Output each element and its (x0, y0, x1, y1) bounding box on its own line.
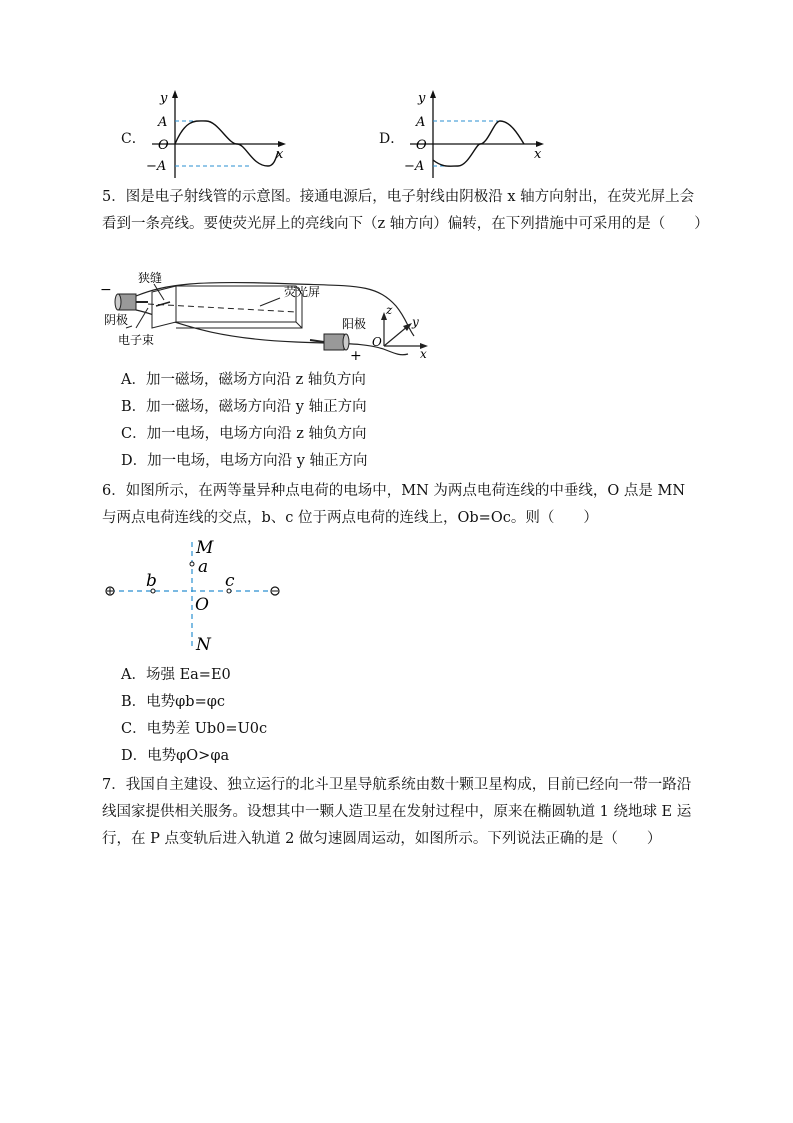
option-c-label: C． (121, 131, 146, 147)
cathode-terminal-sign: − (100, 282, 112, 298)
question-7-stem: 7．我国自主建设、独立运行的北斗卫星导航系统由数十颗卫星构成，目前已经向一带一路沿线国家提供相关服务。设想其中一颗人造卫星在发射过程中，原来在椭圆轨道 1 绕地球 E 运行，在 P 点变轨后进入轨道 2 做匀速圆周运动，如图所示。下列说法正确的是（ ） (102, 777, 692, 847)
option-c-x-axis-label: x (276, 147, 284, 162)
z-axis-label: z (386, 303, 393, 317)
point-o-label: O (195, 595, 209, 615)
x-axis-label: x (420, 347, 427, 361)
screen-label: 荧光屏 (284, 285, 321, 299)
option-d-label: D． (379, 131, 405, 147)
q5-option-c: C．加一电场，电场方向沿 z 轴负方向 (121, 426, 367, 442)
point-m-label: M (196, 538, 214, 558)
option-d-origin-label: O (416, 138, 427, 153)
option-d-x-axis-label: x (534, 147, 542, 162)
point-a-label: a (198, 557, 209, 577)
point-a-marker (190, 562, 194, 566)
electron-tube-diagram (96, 266, 436, 366)
option-d-y-axis-label: y (418, 91, 426, 106)
point-c-label: c (225, 571, 235, 591)
point-n-label: N (196, 635, 211, 654)
option-c-origin-label: O (158, 138, 169, 153)
cathode-label: 阴极 (104, 313, 129, 327)
option-c-amplitude-label: A (158, 115, 168, 130)
q5-option-b: B．加一磁场，磁场方向沿 y 轴正方向 (121, 399, 367, 415)
question-6-stem: 6．如图所示，在两等量异种点电荷的电场中，MN 为两点电荷连线的中垂线，O 点是 MN 与两点电荷连线的交点，b、c 位于两点电荷的连线上，Ob=Oc。则（ ） (102, 483, 686, 526)
option-d-neg-amplitude-label: −A (404, 159, 425, 174)
q6-option-d: D．电势φO>φa (121, 748, 230, 764)
q6-option-b: B．电势φb=φc (121, 694, 226, 710)
cathode-icon (115, 294, 148, 310)
negative-charge-icon (271, 587, 279, 595)
option-c-wave-graph (140, 88, 300, 180)
option-d-wave-graph (398, 88, 558, 180)
option-d-amplitude-label: A (416, 115, 426, 130)
q6-option-a: A．场强 Ea=E0 (121, 667, 231, 683)
positive-charge-icon (106, 587, 114, 595)
q5-option-d: D．加一电场，电场方向沿 y 轴正方向 (121, 453, 368, 469)
anode-label: 阳极 (342, 317, 367, 331)
point-b-label: b (146, 571, 157, 591)
anode-terminal-sign: + (350, 348, 362, 364)
question-5-stem: 5．图是电子射线管的示意图。接通电源后，电子射线由阴极沿 x 轴方向射出，在荧光屏上会看到一条亮线。要使荧光屏上的亮线向下（z 轴方向）偏转，在下列措施中可采用的是（ ） (102, 189, 709, 232)
option-c-neg-amplitude-label: −A (146, 159, 167, 174)
option-c-y-axis-label: y (160, 91, 168, 106)
q6-option-c: C．电势差 Ub0=U0c (121, 721, 268, 737)
slit-label: 狭缝 (138, 271, 163, 285)
q5-option-a: A．加一磁场，磁场方向沿 z 轴负方向 (121, 372, 366, 388)
electron-beam-label: 电子束 (118, 333, 155, 347)
y-axis-label: y (412, 315, 419, 329)
origin-label: O (372, 335, 382, 349)
anode-icon (310, 334, 349, 350)
charges-field-diagram (100, 536, 290, 654)
